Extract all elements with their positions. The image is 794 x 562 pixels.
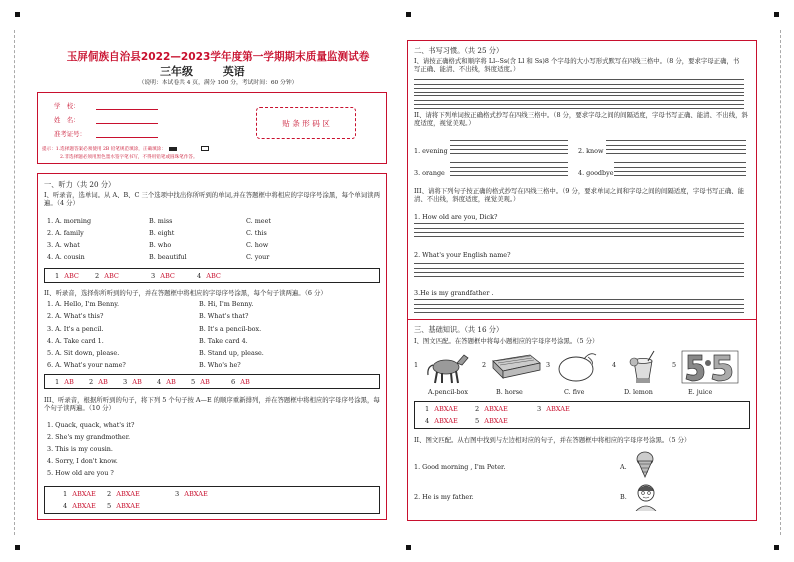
part2-title: 二、书写习惯。（共 25 分） [414, 46, 504, 55]
option: B. It's a pencil-box. [199, 324, 262, 333]
q1-options [47, 217, 377, 265]
option: 3. A. what [47, 241, 80, 249]
answer-box-q2 [44, 374, 380, 389]
word-label: 3. orange [414, 169, 445, 177]
answer-item[interactable]: 4 AB [157, 378, 176, 386]
corner-mark [774, 12, 779, 17]
four-line-grid[interactable] [414, 79, 744, 93]
answer-box-q3 [44, 486, 380, 514]
answer-box-q1 [44, 268, 380, 283]
picture-number: 2 [482, 361, 487, 369]
sentence: 2. She's my grandmother. [47, 433, 131, 441]
four-line-grid[interactable] [606, 140, 746, 154]
option: 3. A. It's a pencil. [47, 324, 104, 333]
answer-item[interactable]: 2 AB [89, 378, 108, 386]
answer-item[interactable]: 6 AB [231, 378, 250, 386]
picture-number: 4 [612, 361, 617, 369]
sentence-label: 1. How old are you, Dick? [414, 213, 498, 221]
four-line-grid[interactable] [450, 162, 568, 176]
exam-note: （说明：本试卷共 4 页，满分 100 分，考试时间：60 分钟） [138, 80, 298, 86]
fold-line [780, 30, 781, 535]
lemon-picture [554, 349, 600, 385]
sentence: 3. This is my cousin. [47, 445, 113, 453]
id-label: 准考证号： [54, 130, 86, 138]
corner-mark [406, 545, 411, 550]
part1-title: 一、听力（共 20 分） [44, 180, 116, 189]
option: C. how [246, 241, 269, 249]
corner-mark [15, 12, 20, 17]
man-portrait-picture [632, 481, 660, 511]
sentence-label: 2. What's your English name? [414, 251, 511, 259]
part1-q1-title: I、听录音，选单词。从 A、B、C 三个选项中找出你所听到的单词,并在答题框中将相应的字母序号涂黑，每个单词读两遍。（4 分） [44, 191, 380, 207]
five-picture [680, 349, 740, 385]
sentence-label: 3.He is my grandfather . [414, 289, 494, 297]
juice-picture [620, 349, 666, 387]
option: B. What's that? [199, 312, 249, 321]
part1-q3-title: III、听录音，根据所听到的句子，将下列 5 个句子按 A—E 的顺序重新排列，并在答题框中将相应的字母序号涂黑，每个句子读两遍。（10 分） [44, 396, 380, 412]
sentence: 1. Quack, quack, what's it? [47, 421, 135, 429]
name-label: 姓 名： [54, 116, 80, 124]
answer-box-p3q1 [414, 401, 750, 429]
option: 1. A. Hello, I'm Benny. [47, 300, 120, 308]
answer-item[interactable]: 2 ABXAE [107, 490, 140, 498]
q2-options [47, 300, 377, 374]
option: B. miss [149, 217, 173, 225]
four-line-grid[interactable] [414, 299, 744, 313]
four-line-grid[interactable] [414, 223, 744, 237]
filled-sample [169, 147, 177, 151]
option: B. Take card 4. [199, 336, 248, 345]
option: B. beautiful [149, 253, 187, 261]
school-label: 学 校： [54, 102, 80, 110]
option: C. meet [246, 217, 271, 225]
name-field[interactable] [96, 123, 158, 124]
barcode-area [256, 107, 356, 139]
answer-item[interactable]: 1 ABXAE [63, 490, 96, 498]
answer-item[interactable]: 2 ABXAE [475, 405, 508, 413]
option: C. this [246, 229, 267, 237]
match-letter: B. [620, 493, 627, 501]
ice-cream-picture [632, 449, 658, 479]
four-line-grid[interactable] [450, 140, 568, 154]
match-sentence: 2. He is my father. [414, 493, 474, 501]
four-line-grid[interactable] [614, 162, 746, 176]
answer-item[interactable]: 5 ABXAE [107, 502, 140, 510]
picture-label: A.pencil-box [428, 388, 469, 396]
word-label: 2. know [578, 147, 604, 155]
part2-q3-title: III、请将下列句子按正确的格式抄写在四线三格中。（9 分，要求单词之间和字母之间的间隔适度，字母书写正确、能清、不出线，斜度适度，视觉美观。） [414, 187, 744, 203]
grade-label: 三年级 [160, 65, 193, 78]
part1-box [37, 173, 387, 520]
word-label: 4. goodbye [578, 169, 614, 177]
match-letter: A. [620, 463, 627, 471]
picture-number: 3 [546, 361, 551, 369]
option: 4. A. cousin [47, 253, 85, 261]
corner-mark [15, 545, 20, 550]
answer-item[interactable]: 4 ABXAE [425, 417, 458, 425]
id-field[interactable] [96, 137, 158, 138]
part1-q2-title: II、听录音，选择你所听到的句子，并在答题框中将相应的字母序号涂黑，每个句子读两遍。（6 分） [44, 289, 327, 297]
pencil-box-picture [490, 351, 542, 381]
answer-item[interactable]: 1 ABC [55, 272, 79, 280]
option: B. who [149, 241, 172, 249]
answer-item[interactable]: 3 AB [123, 378, 142, 386]
corner-mark [406, 12, 411, 17]
word-label: 1. evening [414, 147, 448, 155]
match-sentence: 1. Good morning , I'm Peter. [414, 463, 506, 471]
answer-item[interactable]: 5 ABXAE [475, 417, 508, 425]
four-line-grid[interactable] [414, 95, 744, 109]
answer-item[interactable]: 1 ABXAE [425, 405, 458, 413]
fold-line [14, 30, 15, 535]
picture-number: 5 [672, 361, 677, 369]
picture-label: E. juice [688, 388, 713, 396]
part3-q1-title: I、图文匹配。在答题框中将每小题相应的字母序号涂黑。（5 分） [414, 337, 599, 345]
option: B. Stand up, please. [199, 349, 264, 358]
answer-item[interactable]: 5 AB [191, 378, 210, 386]
option: 6. A. What's your name? [47, 361, 126, 370]
student-info-box [37, 92, 387, 164]
answer-item[interactable]: 4 ABC [197, 272, 221, 280]
empty-sample [201, 146, 209, 151]
part3-title: 三、基础知识。（共 16 分） [414, 325, 504, 334]
tip-line-1: 提示：1.选择题答案必须使用 2B 铅笔规范填涂，正确填涂： [42, 146, 209, 152]
barcode-label: 贴 条 形 码 区 [282, 118, 330, 128]
four-line-grid[interactable] [414, 263, 744, 277]
sentence: 5. How old are you ? [47, 469, 114, 477]
school-field[interactable] [96, 109, 158, 110]
option: 2. A. What's this? [47, 312, 104, 321]
option: 4. A. Take card 1. [47, 336, 104, 345]
picture-number: 1 [414, 361, 419, 369]
option: 5. A. Sit down, please. [47, 349, 120, 358]
option: B. Hi, I'm Benny. [199, 300, 254, 308]
tip-line-2: 2.非选择题必须用黑色墨水签字笔书写，不得用铅笔或圆珠笔作答。 [60, 155, 198, 160]
option: C. your [246, 253, 270, 261]
part2-q1-title: I、请按正确格式和顺序将 Ll--Ss(含 Ll 和 Ss)8 个字母的大小写形式默写在四线三格中。（8 分，要求字母正确，书写正确、能清、不出线，斜度适度。） [414, 57, 740, 73]
option: B. eight [149, 229, 175, 237]
section-divider [408, 319, 756, 320]
part2-q2-title: II、请将下列单词按正确格式抄写在四线三格中。（8 分，要求字母之间的间隔适度，字母书写正确、能清、不出线，斜度适度，视觉美观。） [414, 111, 748, 127]
answer-item[interactable]: 3 ABXAE [537, 405, 570, 413]
part3-q2-title: II、图文匹配。从右图中找到与左边相对应的句子，并在答题框中将相应的字母序号涂黑。（5 分） [414, 436, 691, 444]
horse-picture [424, 349, 470, 385]
answer-item[interactable]: 4 ABXAE [63, 502, 96, 510]
sentence: 4. Sorry, I don't know. [47, 457, 118, 465]
picture-label: C. five [564, 388, 585, 396]
q3-sentences [47, 421, 347, 481]
answer-item[interactable]: 3 ABC [151, 272, 175, 280]
option: 2. A. family [47, 229, 84, 237]
answer-item[interactable]: 3 ABXAE [175, 490, 208, 498]
exam-title: 玉屏侗族自治县2022—2023学年度第一学期期末质量监测试卷 [66, 51, 370, 63]
picture-label: D. lemon [624, 388, 653, 396]
right-page-box [407, 40, 757, 521]
option: 1. A. morning [47, 217, 92, 225]
answer-item[interactable]: 2 ABC [95, 272, 119, 280]
option: B. Who's he? [199, 361, 241, 370]
subject-label: 英语 [222, 65, 245, 78]
grade-subject [160, 63, 290, 79]
corner-mark [774, 545, 779, 550]
answer-item[interactable]: 1 AB [55, 378, 74, 386]
picture-label: B. horse [496, 388, 523, 396]
